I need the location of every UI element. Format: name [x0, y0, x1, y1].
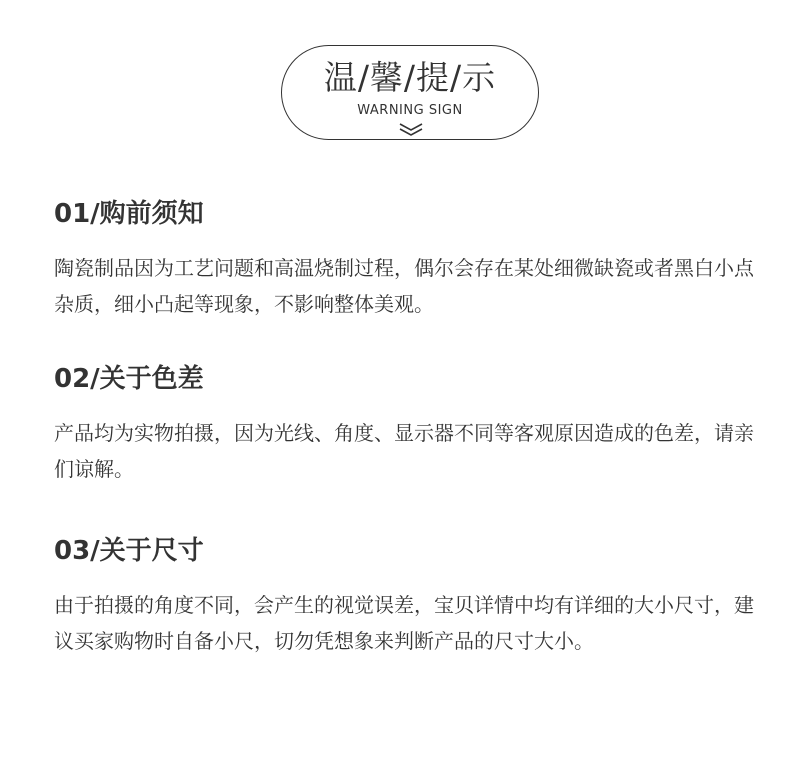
section-title: 02/关于色差 [54, 364, 204, 394]
section-body: 由于拍摄的角度不同，会产生的视觉误差，宝贝详情中均有详细的大小尺寸，建议买家购物时自备小尺，切勿凭想象来判断产品的尺寸大小。 [54, 593, 754, 653]
badge-subtitle: WARNING SIGN [357, 103, 463, 118]
section-color-difference [54, 361, 754, 487]
section-before-purchase [54, 196, 754, 322]
badge-title: 温/馨/提/示 [323, 58, 497, 97]
double-chevron-down-icon [399, 123, 423, 137]
warning-sign-badge [281, 45, 539, 140]
section-title: 03/关于尺寸 [54, 536, 204, 566]
section-body: 产品均为实物拍摄，因为光线、角度、显示器不同等客观原因造成的色差，请亲们谅解。 [54, 421, 754, 481]
section-body: 陶瓷制品因为工艺问题和高温烧制过程，偶尔会存在某处细微缺瓷或者黑白小点杂质，细小凸起等现象，不影响整体美观。 [54, 256, 754, 316]
section-title: 01/购前须知 [54, 199, 204, 229]
section-size [54, 533, 754, 659]
